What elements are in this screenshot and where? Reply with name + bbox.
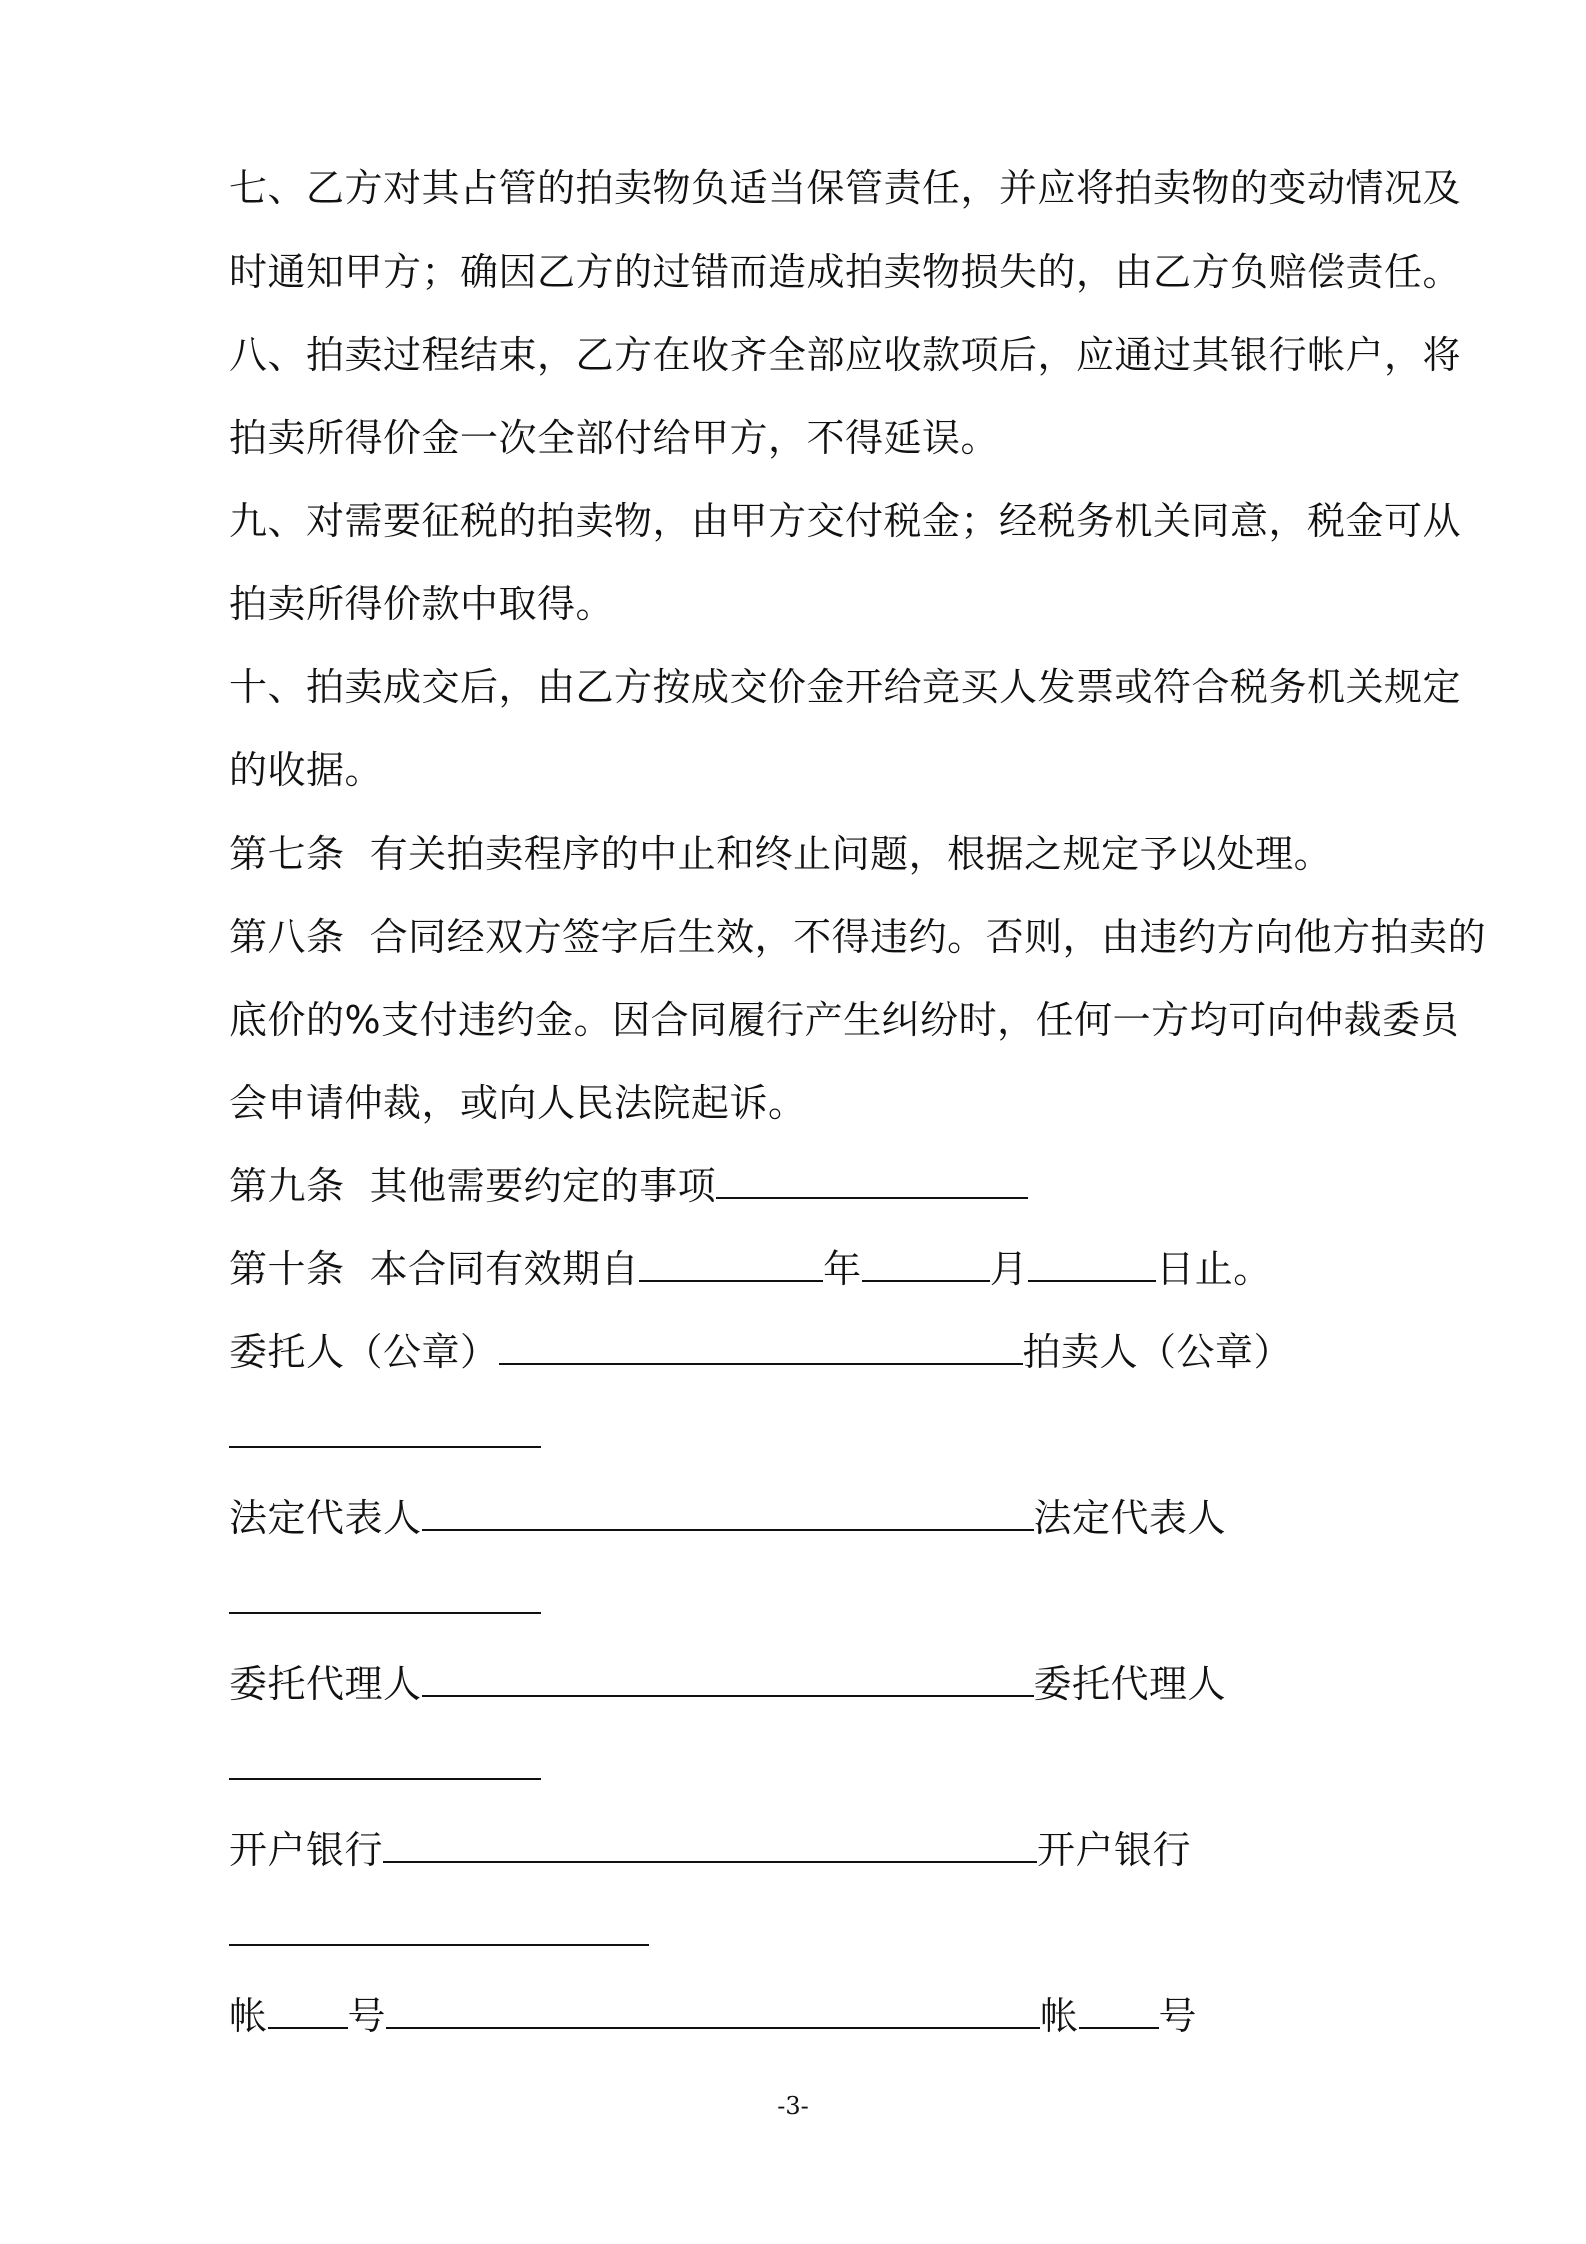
- agent-line: [229, 1660, 1226, 1708]
- bank-right-label: 开户银行: [1037, 1828, 1192, 1872]
- bank-left-label: 开户银行: [229, 1828, 384, 1872]
- clause-7-line-2: 时通知甲方；确因乙方的过错而造成拍卖物损失的，由乙方负赔偿责任。: [229, 250, 1462, 294]
- day-suffix: 日止。: [1156, 1247, 1272, 1291]
- clause-10-line-2: 的收据。: [229, 748, 384, 792]
- bank-continuation: [229, 1909, 649, 1957]
- legal-rep-continuation: [229, 1577, 541, 1625]
- account-left-blank: [386, 1993, 1040, 2029]
- clause-8-line-1: 八、拍卖过程结束，乙方在收齐全部应收款项后，应通过其银行帐户，将: [229, 333, 1462, 377]
- seal-line: [229, 1328, 1292, 1376]
- account-right-char-2: 号: [1158, 1994, 1198, 2038]
- agent-right-blank: [229, 1744, 541, 1780]
- bank-left-blank: [383, 1827, 1037, 1863]
- page-number: -3-: [777, 2092, 809, 2120]
- month-label: 月: [989, 1247, 1029, 1291]
- agent-continuation: [229, 1743, 541, 1791]
- legal-rep-right-label: 法定代表人: [1033, 1496, 1227, 1540]
- bank-right-blank: [229, 1910, 649, 1946]
- legal-rep-left-blank: [422, 1495, 1034, 1531]
- clause-8-line-2: 拍卖所得价金一次全部付给甲方，不得延误。: [229, 416, 1000, 460]
- account-left-char-2: 号: [347, 1994, 387, 2038]
- clause-10-line-1: 十、拍卖成交后，由乙方按成交价金开给竞买人发票或符合税务机关规定: [229, 665, 1462, 709]
- legal-rep-right-blank: [229, 1578, 541, 1614]
- article-10: [229, 1245, 1272, 1293]
- auctioneer-seal-label: 拍卖人（公章）: [1022, 1330, 1293, 1374]
- agent-right-label: 委托代理人: [1033, 1662, 1227, 1706]
- article-9-text: 第九条 其他需要约定的事项: [229, 1164, 717, 1208]
- article-8-line-1: 第八条 合同经双方签字后生效，不得违约。否则，由违约方向他方拍卖的: [229, 915, 1487, 959]
- principal-seal-label: 委托人（公章）: [229, 1330, 499, 1374]
- article-7: 第七条 有关拍卖程序的中止和终止问题，根据之规定予以处理。: [229, 832, 1333, 876]
- agent-left-blank: [422, 1661, 1034, 1697]
- account-right-char-1: 帐: [1040, 1994, 1079, 2038]
- agent-left-label: 委托代理人: [229, 1662, 422, 1706]
- seal-continuation: [229, 1411, 541, 1459]
- clause-7-line-1: 七、乙方对其占管的拍卖物负适当保管责任，并应将拍卖物的变动情况及: [229, 166, 1462, 210]
- clause-9-line-1: 九、对需要征税的拍卖物，由甲方交付税金；经税务机关同意，税金可从: [229, 499, 1462, 543]
- article-8-line-3: 会申请仲裁，或向人民法院起诉。: [229, 1081, 807, 1125]
- day-blank: [1028, 1246, 1156, 1282]
- legal-rep-line: [229, 1494, 1226, 1542]
- year-blank: [639, 1246, 823, 1282]
- bank-line: [229, 1826, 1191, 1874]
- year-label: 年: [823, 1247, 862, 1291]
- legal-rep-left-label: 法定代表人: [229, 1496, 422, 1540]
- principal-seal-blank: [499, 1329, 1023, 1365]
- auctioneer-seal-blank: [229, 1412, 541, 1448]
- article-10-prefix: 第十条 本合同有效期自: [229, 1247, 640, 1291]
- article-9-blank: [716, 1163, 1028, 1199]
- account-line: [229, 1992, 1197, 2040]
- article-9: [229, 1162, 1028, 1210]
- article-8-line-2: 底价的%支付违约金。因合同履行产生纠纷时，任何一方均可向仲裁委员: [229, 998, 1460, 1042]
- account-left-mid-blank: [268, 1993, 348, 2029]
- account-left-char-1: 帐: [229, 1994, 268, 2038]
- account-right-mid-blank: [1079, 1993, 1159, 2029]
- clause-9-line-2: 拍卖所得价款中取得。: [229, 582, 615, 626]
- month-blank: [862, 1246, 990, 1282]
